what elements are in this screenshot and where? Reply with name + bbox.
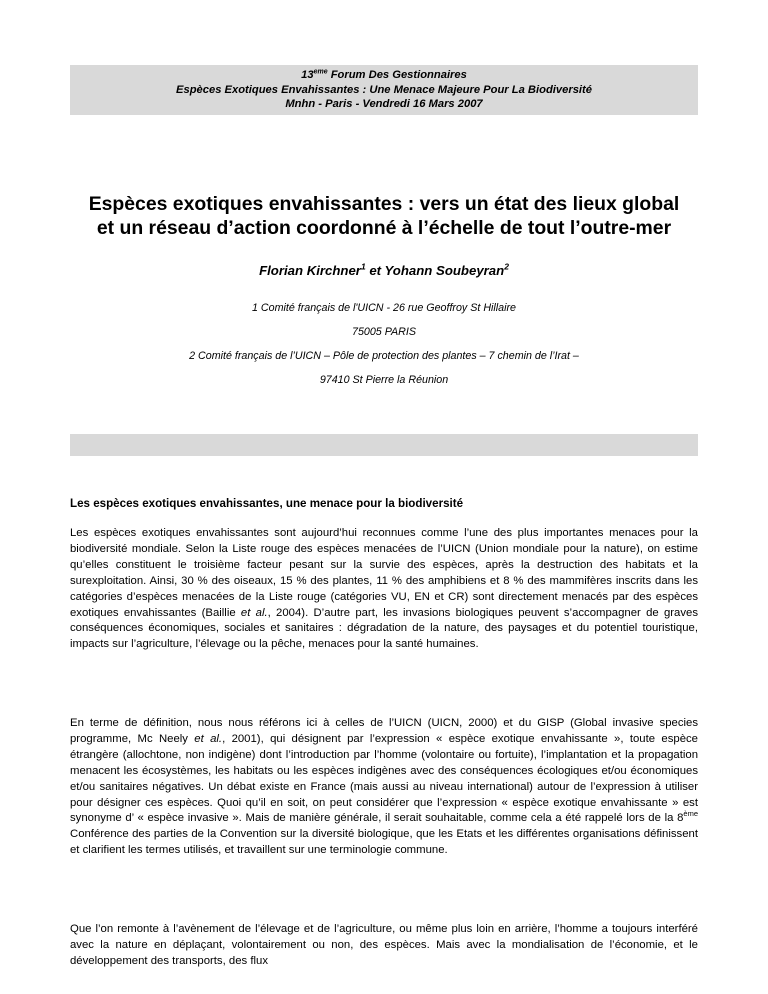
paper-title: Espèces exotiques envahissantes : vers un état des lieux global et un réseau d’action coordonné à l’échelle de tout l’outre-mer <box>88 193 680 239</box>
author-1-affiliation-mark: 1 <box>360 261 366 272</box>
forum-header-line-3: Mnhn - Paris - Vendredi 16 Mars 2007 <box>285 98 483 110</box>
paragraph-1 <box>70 526 698 653</box>
author-2: Yohann Soubeyran <box>384 263 505 278</box>
section-separator-band <box>70 434 698 456</box>
author-connector: et <box>365 263 385 278</box>
paragraph-1-text-a: Les espèces exotiques envahissantes sont aujourd’hui reconnues comme l’une des plus importantes menaces pour la biodiversité mondiale. Selon la Liste rouge des espèces menacées de l’UICN (Union mondiale pour la nature), on estime qu’elles constituent le troisième facteur pesant sur la survie des espèces, après la destruction des habitats et la surexploitation. Ainsi, 30 % des oiseaux, 15 % des plantes, 11 % des amphibiens et 8 % des mammifères inscrits dans les catégories d’espèces menacées de la Liste rouge (catégories VU, EN et CR) sont directement menacés par des espèces exotiques envahissantes (Baillie <box>70 527 698 619</box>
forum-header <box>70 65 698 115</box>
author-1: Florian Kirchner <box>259 263 361 278</box>
section-heading: Les espèces exotiques envahissantes, une menace pour la biodiversité <box>70 497 464 510</box>
paragraph-1-text-b: , 2004). D’autre part, les invasions biologiques peuvent s’accompagner de graves conséquences économiques, sociales et sanitaires : dégradation de la nature, des paysages et du potentiel touristique, impacts sur l’agriculture, l’élevage ou la pêche, menaces pour la santé humaines. <box>70 606 699 651</box>
affiliation-1-line-1: 1 Comité français de l'UICN - 26 rue Geoffroy St Hillaire <box>252 302 516 314</box>
paragraph-2-text-c: Conférence des parties de la Convention sur la diversité biologique, que les Etats et les différentes organisations définissent et clarifient les termes utilisés, et travaillent sur une terminologie commune. <box>70 828 698 857</box>
paragraph-2-citation-etal: et al. <box>194 732 223 745</box>
author-2-affiliation-mark: 2 <box>504 261 509 272</box>
affiliation-1-line-2: 75005 PARIS <box>352 326 416 338</box>
paragraph-2-text-a: En terme de définition, nous nous référons ici à celles de l’UICN (UICN, 2000) et du GISP (Global invasive species programme, Mc Neely <box>70 717 698 745</box>
paragraph-2-text-b: , 2001), qui désignent par l’expression « espèce exotique envahissante », toute espèce étrangère (allochtone, non indigène) dont l’introduction par l’homme (volontaire ou fortuite), l’implantation et la propagation menacent les écosystèmes, les habitats ou les espèces indigènes avec des conséquences écologiques et/ou économiques et/ou sanitaires négatives. Un débat existe en France (mais aussi au niveau international) autour de l’expression à utiliser pour désigner ces espèces. Quoi qu’il en soit, on peut considérer que l’expression « espèce exotique envahissante » est synonyme d’ « espèce invasive ». Mais de manière générale, il serait souhaitable, comme cela a été rappelé lors de la 8 <box>70 732 698 825</box>
paragraph-3: Que l’on remonte à l’avènement de l’élevage et de l’agriculture, ou même plus loin en arrière, l’homme a toujours interféré avec la nature en déplaçant, volontairement ou non, des espèces. Mais avec la mondialisation de l’économie, et le développement des transports, des flux <box>70 923 698 967</box>
forum-number: 13 <box>301 69 314 81</box>
forum-header-line-2: Espèces Exotiques Envahissantes : Une Menace Majeure Pour La Biodiversité <box>176 83 592 96</box>
paragraph-2 <box>70 716 698 859</box>
forum-name: Forum Des Gestionnaires <box>327 69 467 81</box>
authors <box>80 263 688 279</box>
forum-number-suffix: eme <box>313 68 328 76</box>
affiliation-2-line-2: 97410 St Pierre la Réunion <box>319 374 449 386</box>
forum-header-line-1 <box>70 68 698 83</box>
paragraph-1-citation-etal: et al. <box>240 606 268 619</box>
affiliation-2-line-1: 2 Comité français de l’UICN – Pôle de protection des plantes – 7 chemin de l’Irat – <box>189 350 579 362</box>
paragraph-2-ordinal-suffix: ème <box>683 809 698 819</box>
